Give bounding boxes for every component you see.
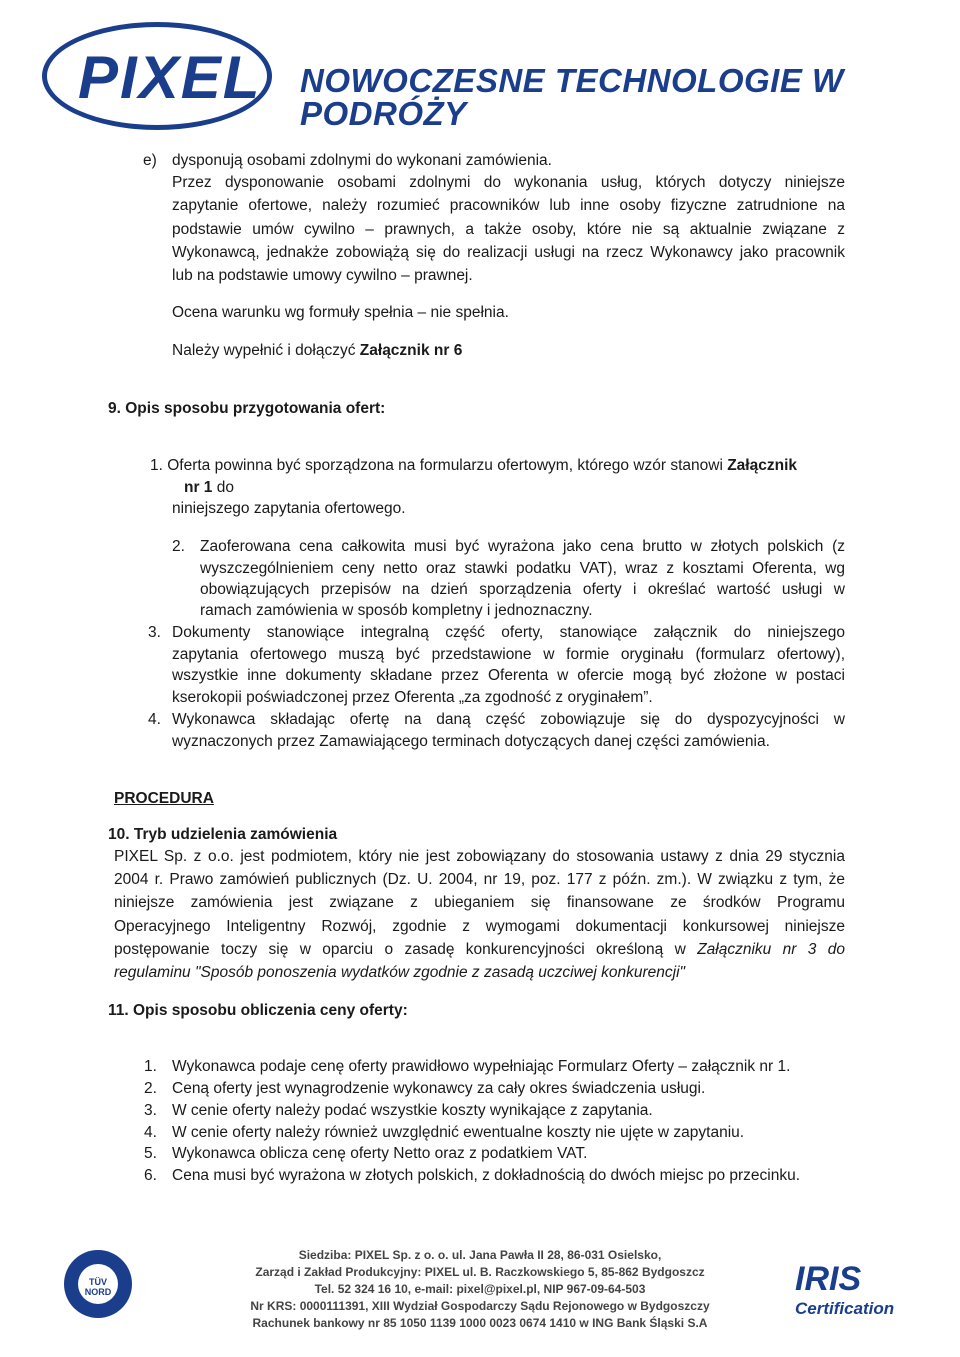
s11-num: 3. [144,1102,157,1119]
s9-item2-line: obowiązujących przepisów na dzień sporządzenia oferty i określać wartość usługi w [200,581,845,598]
list-marker-e: e) [143,152,157,169]
section-10-heading: 10. Tryb udzielenia zamówienia [108,826,338,843]
s9-item4-line: Wykonawca składając ofertę na daną część zobowiązuje się do dyspozycyjności w [172,711,845,728]
s9-item1-text: 1. Oferta powinna być sporządzona na formularzu ofertowym, którego wzór stanowi [150,457,728,474]
s9-item1-rest: do [212,479,234,496]
s11-item: Wykonawca podaje cenę oferty prawidłowo wypełniając Formularz Oferty – załącznik nr 1. [172,1058,791,1075]
s11-item: Cena musi być wyrażona w złotych polskich, z dokładnością do dwóch miejsc po przecinku. [172,1167,801,1184]
section-9-heading: 9. Opis sposobu przygotowania ofert: [108,400,386,417]
s11-item: Wykonawca oblicza cenę oferty Netto oraz z podatkiem VAT. [172,1145,588,1162]
s9-item1-line2 [184,477,234,499]
zalacznik-6: Załącznik nr 6 [359,342,463,359]
s10-line: PIXEL Sp. z o.o. jest podmiotem, który nie jest zobowiązany do stosowania ustawy z dnia 29 stycznia [114,848,845,865]
para-e-line: dysponują osobami zdolnymi do wykonani zamówienia. [172,152,552,169]
header-slogan: NOWOCZESNE TECHNOLOGIE W PODRÓŻY [300,62,844,132]
page-header [0,0,960,135]
s9-item2-line: ramach zamówienia w sposób kompletny i jednoznaczny. [200,602,593,619]
nalezy-text: Należy wypełnić i dołączyć [172,342,360,359]
s9-item2-line: wyszczególnieniem ceny netto oraz stawki podatku VAT), wraz z kosztami Oferenta, wg [200,560,845,577]
s9-item2-line: Zaoferowana cena całkowita musi być wyrażona jako cena brutto w złotych polskich (z [200,538,845,555]
s10-line: niniejsze zamówienia jest związane z ubieganiem się finansowane ze środków Programu [114,894,845,911]
s9-item3-num: 3. [148,624,161,641]
para-e-line: lub na podstawie umowy cywilno – prawnej. [172,267,473,284]
footer-contact: Tel. 52 324 16 10, e-mail: pixel@pixel.pl, NIP 967-09-64-503 [314,1282,646,1296]
s9-item2-num: 2. [172,538,185,555]
nalezy-wypelnic [172,340,462,362]
section-11-heading: 11. Opis sposobu obliczenia ceny oferty: [108,1002,408,1019]
procedura-heading: PROCEDURA [114,790,214,807]
s9-item3-line: zapytania ofertowego muszą być przedstawione w formie oryginału (formularz ofertowy), [172,646,845,663]
s9-item1-line1 [150,455,797,477]
s9-item3-line: kserokopii poświadczonej przez Oferenta „za zgodność z oryginałem”. [172,689,653,706]
s10-line5-text: postępowanie toczy się w oparciu o zasadę konkurencyjności określoną w [114,941,698,958]
s9-item1-bold: Załącznik [727,457,797,474]
para-e-line: Przez dysponowanie osobami zdolnymi do wykonania usług, których dotyczy niniejsze [172,174,845,191]
iris-certification: Certification [795,1299,895,1318]
para-e-line: Wykonawcą, jednakże zobowiążą się do realizacji usługi na rzecz Wykonawcy jako pracownik [172,244,845,261]
s9-item3-line: wszystkie inne dokumenty składane przez Oferenta w ofercie mogą być złożone w postaci [172,667,845,684]
s9-item1-line3: niniejszego zapytania ofertowego. [172,500,406,517]
s10-line6: regulaminu "Sposób ponoszenia wydatków zgodnie z zasadą uczciwej konkurencji" [114,964,686,981]
s10-line: Operacyjnego Inteligentny Rozwój, zgodnie z wymogami dokumentacji konkursowej niniejsze [114,918,845,935]
s10-line: 2004 r. Prawo zamówień publicznych (Dz. U. 2004, nr 19, poz. 177 z późn. zm.). W związku z tym, że [114,871,845,888]
ocena-warunku: Ocena warunku wg formuły spełnia – nie spełnia. [172,304,509,321]
footer-krs: Nr KRS: 0000111391, XIII Wydział Gospodarczy Sądu Rejonowego w Bydgoszczy [250,1299,710,1313]
s11-item: W cenie oferty należy podać wszystkie koszty wynikające z zapytania. [172,1102,653,1119]
s10-line5 [114,939,845,961]
footer-bank: Rachunek bankowy nr 85 1050 1139 1000 0023 0674 1410 w ING Bank Śląski S.A [252,1316,708,1330]
iris-logo: IRIS [795,1260,862,1298]
s11-num: 5. [144,1145,157,1162]
para-e-line: podstawie umów cywilno – prawnych, a także osoby, które nie są aktualnie związane z [172,221,845,238]
s11-num: 6. [144,1167,157,1184]
para-e-line: zapytanie ofertowe, należy rozumieć pracowników lub inne osoby fizyczne zatrudnione na [172,197,845,214]
s9-item4-num: 4. [148,711,161,728]
s11-item: W cenie oferty należy również uwzględnić ewentualne koszty nie ujęte w zapytaniu. [172,1124,745,1141]
company-logo: PIXEL [78,44,262,111]
s11-item: Ceną oferty jest wynagrodzenie wykonawcy za cały okres świadczenia usługi. [172,1080,706,1097]
s9-item1-bold2: nr 1 [184,479,213,496]
footer-address: Siedziba: PIXEL Sp. z o. o. ul. Jana Pawła II 28, 86-031 Osielsko, [298,1248,662,1262]
s11-num: 4. [144,1124,157,1141]
s10-line5-italic: Załączniku nr 3 do [697,941,845,958]
s11-num: 1. [144,1058,157,1075]
footer-plant: Zarząd i Zakład Produkcyjny: PIXEL ul. B. Raczkowskiego 5, 85-862 Bydgoszcz [255,1265,705,1279]
s9-item4-line: wyznaczonych przez Zamawiającego terminach dotyczących danej części zamówienia. [172,733,770,750]
tuv-label: TÜV NORD [84,1277,112,1297]
s9-item3-line: Dokumenty stanowiące integralną część oferty, stanowiące załącznik do niniejszego [172,624,845,641]
s11-num: 2. [144,1080,157,1097]
